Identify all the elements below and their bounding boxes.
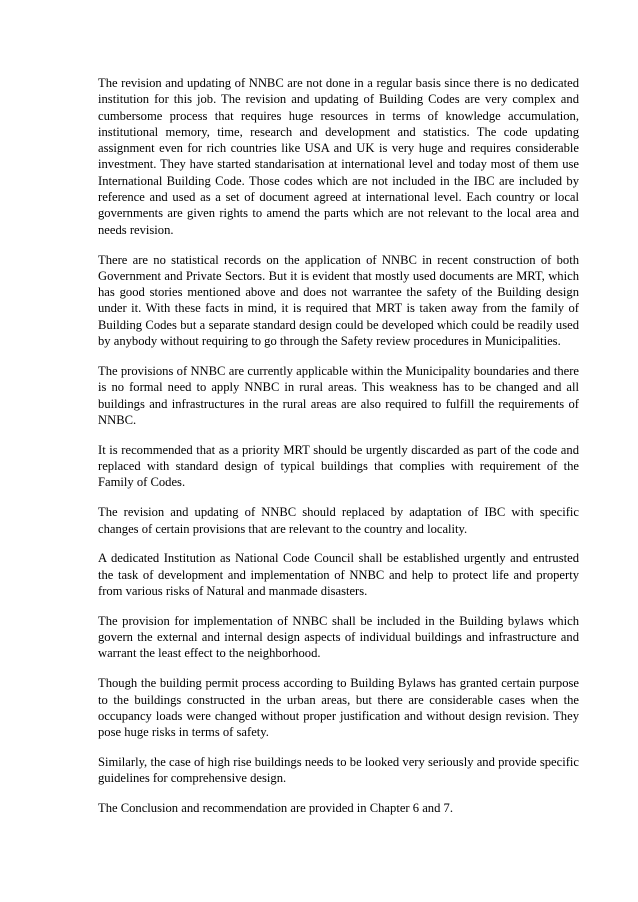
paragraph-revision-updating: The revision and updating of NNBC are not done in a regular basis since there is no dedicated institution for this job. The revision and updating of Building Codes are very complex and cumbersome process that requires huge resources in terms of knowledge accumulation, institutional memory, time, research and development and statistics. The code updating assignment even for rich countries like USA and UK is very huge and requires considerable investment. They have started standarisation at international level and today most of them use International Building Code. Those codes which are not included in the IBC are included by reference and used as a set of document agreed at international level. Each country or local governments are given rights to amend the parts which are not relevant to the local area and needs revision. — [98, 76, 579, 237]
paragraph-recommend-discard-mrt: It is recommended that as a priority MRT should be urgently discarded as part of the code and replaced with standard design of typical buildings that complies with requirement of the Family of Codes. — [98, 442, 579, 490]
paragraph-municipality-provisions: The provisions of NNBC are currently applicable within the Municipality boundaries and there is no formal need to apply NNBC in rural areas. This weakness has to be changed and all buildings and infrastructures in the rural areas are also required to fulfill the requirements of NNBC. — [98, 363, 579, 427]
paragraph-high-rise: Similarly, the case of high rise buildings needs to be looked very seriously and provide specific guidelines for comprehensive design. — [98, 755, 579, 786]
paragraph-conclusion: The Conclusion and recommendation are provided in Chapter 6 and 7. — [98, 801, 453, 816]
paragraph-adapt-ibc: The revision and updating of NNBC should replaced by adaptation of IBC with specific changes of certain provisions that are relevant to the country and locality. — [98, 505, 579, 536]
paragraph-building-bylaws: The provision for implementation of NNBC shall be included in the Building bylaws which govern the external and internal design aspects of individual buildings and infrastructure and warrant the least effect to the neighborhood. — [98, 613, 579, 661]
paragraph-building-permit: Though the building permit process according to Building Bylaws has granted certain purpose to the buildings constructed in the urban areas, but there are considerable cases when the occupancy loads were changed without proper justification and without design revision. They pose huge risks in terms of safety. — [98, 676, 579, 740]
paragraph-code-council: A dedicated Institution as National Code Council shall be established urgently and entrusted the task of development and implementation of NNBC and help to protect life and property from various risks of Natural and manmade disasters. — [98, 551, 579, 598]
paragraph-statistical-records: There are no statistical records on the application of NNBC in recent construction of both Government and Private Sectors. But it is evident that mostly used documents are MRT, which has good stories mentioned above and does not warrantee the safety of the Building design under it. With these facts in mind, it is required that MRT is taken away from the family of Building Codes but a separate standard design could be developed which could be readily used by anybody without requiring to go through the Safety review procedures in Municipalities. — [98, 252, 579, 349]
document-page — [98, 75, 579, 830]
